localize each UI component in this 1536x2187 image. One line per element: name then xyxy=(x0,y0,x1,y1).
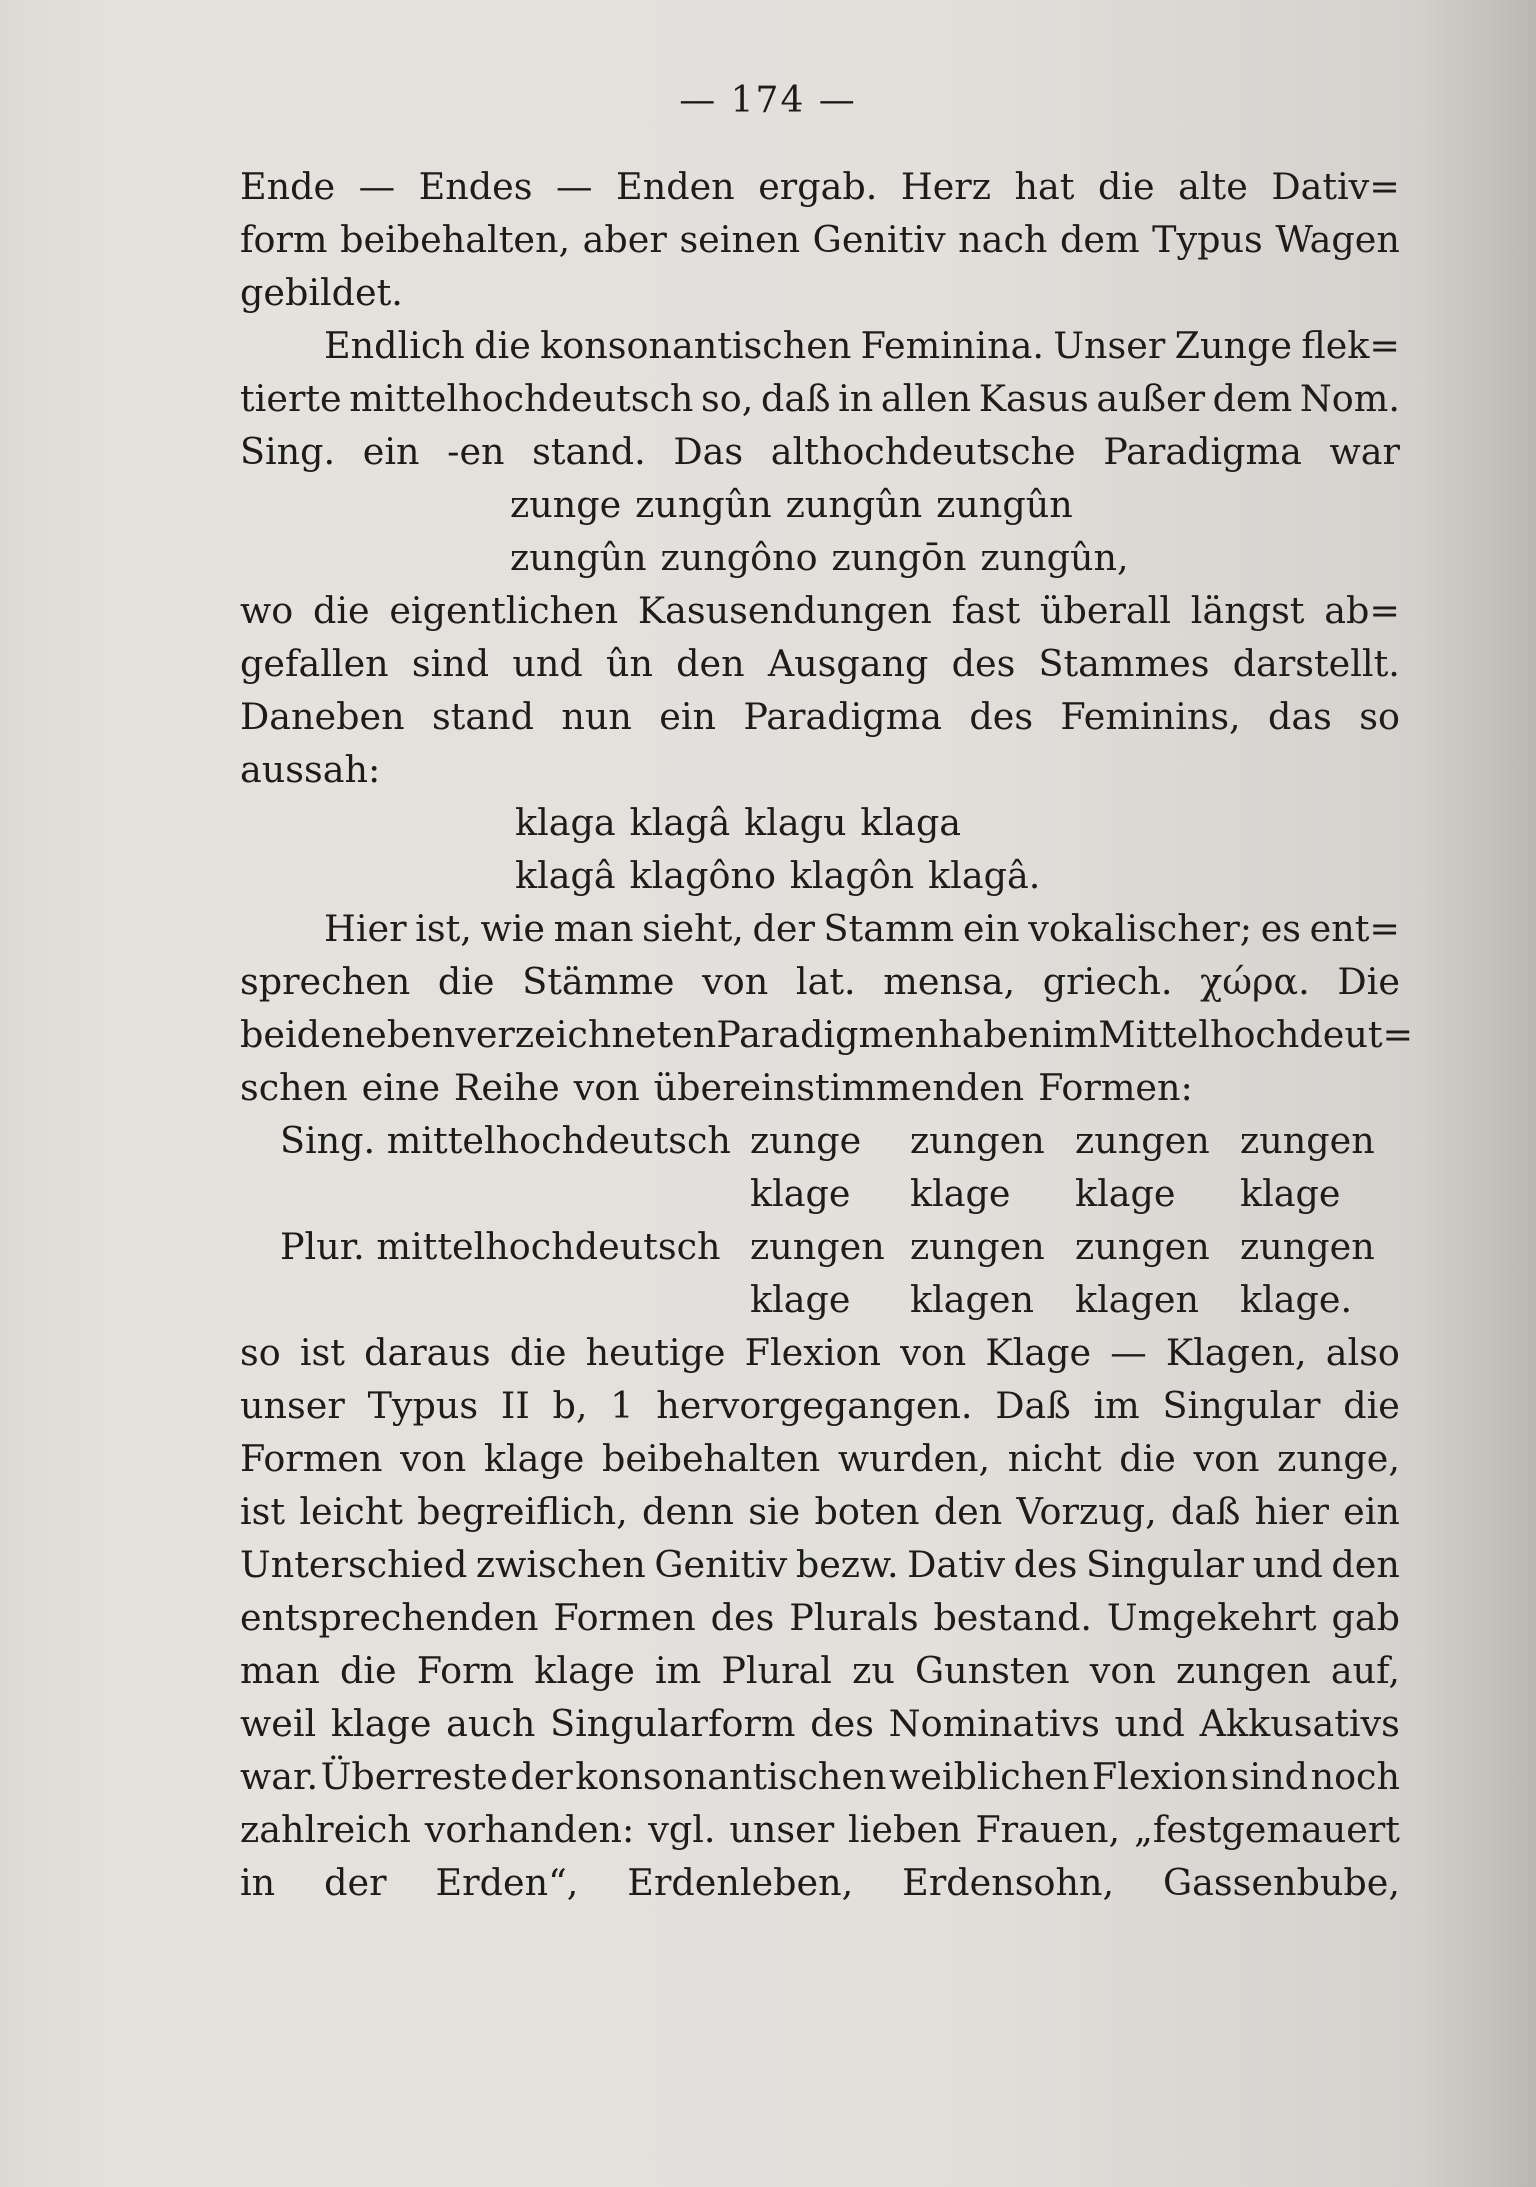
word: -en xyxy=(447,430,505,473)
word: Unser xyxy=(1053,324,1166,367)
word: in xyxy=(240,1861,276,1904)
word: im xyxy=(654,1649,702,1692)
word: Zunge xyxy=(1174,324,1293,367)
word: ein xyxy=(962,907,1020,950)
word: dem xyxy=(1059,218,1140,261)
word: das xyxy=(1268,695,1332,738)
word: Feminina. xyxy=(860,324,1044,367)
page-number: — 174 — xyxy=(679,80,857,121)
word: so xyxy=(240,1331,281,1374)
word: längst xyxy=(1190,589,1305,632)
text-line xyxy=(240,902,1400,955)
word: klaga xyxy=(860,801,962,844)
word: daraus xyxy=(364,1331,491,1374)
word: mittelhochdeutsch xyxy=(349,377,694,420)
word: Erden“, xyxy=(435,1861,579,1904)
word: die xyxy=(340,1649,397,1692)
word: Typus xyxy=(1152,218,1263,261)
word: gab xyxy=(1331,1596,1400,1639)
word: man xyxy=(553,907,634,950)
table-row-sing xyxy=(240,1114,1400,1167)
word: des xyxy=(1013,1543,1078,1586)
word: daß xyxy=(760,377,831,420)
word: überall xyxy=(1040,589,1172,632)
word: Gassenbube, xyxy=(1163,1861,1400,1904)
word: im xyxy=(1051,1013,1099,1056)
word: Klagen, xyxy=(1165,1331,1307,1374)
text-line xyxy=(240,743,1400,796)
word: die xyxy=(1343,1384,1400,1427)
paradigm-line xyxy=(240,849,1400,902)
word: daß xyxy=(1170,1490,1241,1533)
word: ein xyxy=(1343,1490,1400,1533)
word: zu xyxy=(852,1649,895,1692)
word: noch xyxy=(1310,1755,1400,1798)
word: griech. xyxy=(1042,960,1173,1003)
word: Stamm xyxy=(823,907,955,950)
word: Kasusendungen xyxy=(637,589,932,632)
word: die xyxy=(312,589,370,632)
word: 1 xyxy=(610,1384,634,1427)
word: mensa, xyxy=(883,960,1016,1003)
word: hier xyxy=(1254,1490,1329,1533)
word: Die xyxy=(1337,960,1400,1003)
word: auch xyxy=(446,1702,536,1745)
word: Klage xyxy=(985,1331,1092,1374)
word: zungûn xyxy=(635,483,772,526)
table-row-plur-2 xyxy=(240,1273,1400,1326)
plur-label: Plur. mittelhochdeutsch xyxy=(280,1225,721,1268)
word: beibehalten, xyxy=(340,218,571,261)
word: zunge, xyxy=(1277,1437,1400,1480)
word: die xyxy=(437,960,495,1003)
word: Hier xyxy=(324,907,407,950)
text-line xyxy=(240,1485,1400,1538)
word: Umgekehrt xyxy=(1106,1596,1317,1639)
word: die xyxy=(474,324,531,367)
word: klage xyxy=(534,1649,635,1692)
text-line xyxy=(240,690,1400,743)
word: der xyxy=(752,907,815,950)
word: Genitiv xyxy=(812,218,946,261)
word: Genitiv xyxy=(654,1543,788,1586)
word: Vorzug, xyxy=(1016,1490,1157,1533)
text-line xyxy=(240,1856,1400,1909)
word: von xyxy=(900,1331,967,1374)
word: ist, xyxy=(415,907,472,950)
word: Daß xyxy=(995,1384,1071,1427)
word: Dativ= xyxy=(1271,165,1400,208)
word: bezw. xyxy=(795,1543,899,1586)
body-text xyxy=(240,160,1414,1909)
word: — xyxy=(1110,1331,1147,1374)
table-row-sing-2 xyxy=(240,1167,1400,1220)
word: nach xyxy=(958,218,1048,261)
word: klagu xyxy=(744,801,847,844)
word: von xyxy=(400,1437,467,1480)
word: konsonantischen xyxy=(575,1755,887,1798)
word: im xyxy=(1093,1384,1140,1427)
text-line xyxy=(240,637,1400,690)
text-line xyxy=(240,1432,1400,1485)
word: sprechen xyxy=(240,960,411,1003)
word: Stämme xyxy=(522,960,675,1003)
word: haben xyxy=(938,1013,1052,1056)
table-cell: zunge xyxy=(750,1119,862,1162)
text-line xyxy=(240,1538,1400,1591)
word: war xyxy=(1329,430,1400,473)
word: sind xyxy=(1230,1755,1309,1798)
word: vorhanden: xyxy=(424,1808,635,1851)
word: Feminins, xyxy=(1060,695,1241,738)
word: „festgemauert xyxy=(1133,1808,1400,1851)
word: war. xyxy=(240,1755,319,1798)
word: fast xyxy=(951,589,1021,632)
word: die xyxy=(1097,165,1155,208)
word: sieht, xyxy=(642,907,744,950)
text-line xyxy=(240,1591,1400,1644)
sing-label: Sing. mittelhochdeutsch xyxy=(280,1119,731,1162)
word: Formen xyxy=(240,1437,383,1480)
word: stand. xyxy=(532,430,646,473)
word: man xyxy=(240,1649,320,1692)
word: in xyxy=(838,377,874,420)
table-cell: zungen xyxy=(1075,1119,1210,1162)
text-line xyxy=(240,1326,1400,1379)
word: vokalischer; xyxy=(1028,907,1253,950)
word: klagâ xyxy=(629,801,731,844)
word: also xyxy=(1325,1331,1400,1374)
word: althochdeutsche xyxy=(770,430,1076,473)
word: ein xyxy=(362,430,420,473)
word: Ausgang xyxy=(767,642,929,685)
word: zungôno xyxy=(660,536,818,579)
text-line xyxy=(240,1644,1400,1697)
word: — xyxy=(556,165,593,208)
text-line xyxy=(240,160,1400,213)
word: beibehalten xyxy=(601,1437,821,1480)
word: die xyxy=(509,1331,567,1374)
text-line xyxy=(240,1008,1414,1061)
word: Das xyxy=(673,430,744,473)
word: klage xyxy=(330,1702,432,1745)
word: Enden xyxy=(616,165,735,208)
word: der xyxy=(324,1861,387,1904)
table-cell: klagen xyxy=(910,1278,1035,1321)
word: verzeichneten xyxy=(455,1013,717,1056)
word: ist xyxy=(240,1490,286,1533)
word: Formen: xyxy=(1038,1066,1193,1109)
word: Nom. xyxy=(1299,377,1400,420)
word: den xyxy=(933,1490,1003,1533)
word: nun xyxy=(561,695,632,738)
word: Erdensohn, xyxy=(902,1861,1115,1904)
word: Singular xyxy=(1162,1384,1321,1427)
word: klage xyxy=(483,1437,585,1480)
word: übereinstimmenden xyxy=(653,1066,1025,1109)
word: form xyxy=(240,218,328,261)
word: seinen xyxy=(679,218,801,261)
text-line xyxy=(240,1697,1400,1750)
word: unser xyxy=(729,1808,835,1851)
word: so xyxy=(1359,695,1400,738)
word: dem xyxy=(1212,377,1293,420)
word: Formen xyxy=(553,1596,696,1639)
word: lieben xyxy=(848,1808,962,1851)
word: bestand. xyxy=(933,1596,1093,1639)
word: wie xyxy=(480,907,545,950)
table-cell: zungen xyxy=(1240,1225,1375,1268)
word: vgl. xyxy=(648,1808,716,1851)
word: hat xyxy=(1014,165,1075,208)
table-cell: klage. xyxy=(1240,1278,1353,1321)
word: Mittelhochdeut= xyxy=(1098,1013,1414,1056)
word: zwischen xyxy=(475,1543,646,1586)
word: des xyxy=(810,1702,874,1745)
word: Erdenleben, xyxy=(627,1861,854,1904)
word: aber xyxy=(582,218,667,261)
word: zunge xyxy=(510,483,622,526)
word: sie xyxy=(748,1490,801,1533)
word: gefallen xyxy=(240,642,389,685)
word: II xyxy=(500,1384,530,1427)
word: — xyxy=(358,165,396,208)
word: ergab. xyxy=(758,165,878,208)
word: gebildet. xyxy=(240,271,403,314)
word: klagôn xyxy=(789,854,915,897)
word: zungûn xyxy=(510,536,647,579)
word: Frauen, xyxy=(975,1808,1121,1851)
word: zungōn xyxy=(831,536,967,579)
word: boten xyxy=(814,1490,920,1533)
word: allen xyxy=(880,377,972,420)
word: χώρα. xyxy=(1200,960,1310,1003)
word: Plural xyxy=(721,1649,832,1692)
word: des xyxy=(969,695,1034,738)
table-cell: klage xyxy=(750,1172,851,1215)
word: von xyxy=(702,960,769,1003)
word: es xyxy=(1260,907,1302,950)
word: hervorgegangen. xyxy=(656,1384,973,1427)
table-cell: zungen xyxy=(910,1119,1045,1162)
table-cell: zungen xyxy=(910,1225,1045,1268)
word: und xyxy=(1114,1702,1185,1745)
word: ein xyxy=(659,695,717,738)
text-line xyxy=(240,1803,1400,1856)
word: wurden, xyxy=(837,1437,991,1480)
table-cell: klage xyxy=(910,1172,1011,1215)
text-line xyxy=(240,1750,1400,1803)
word: den xyxy=(676,642,745,685)
word: Typus xyxy=(367,1384,479,1427)
table-cell: klagen xyxy=(1075,1278,1200,1321)
word: heutige xyxy=(585,1331,726,1374)
word: Endes xyxy=(418,165,533,208)
word: Plurals xyxy=(789,1596,919,1639)
word: eigentlichen xyxy=(389,589,619,632)
word: und xyxy=(1252,1543,1323,1586)
word: tierte xyxy=(240,377,342,420)
word: Herz xyxy=(900,165,991,208)
word: Endlich xyxy=(324,324,465,367)
word: Stammes xyxy=(1038,642,1210,685)
word: Paradigma xyxy=(1103,430,1302,473)
word: begreiflich, xyxy=(417,1490,628,1533)
paradigm-line xyxy=(240,478,1400,531)
word: darstellt. xyxy=(1232,642,1400,685)
word: zungûn xyxy=(936,483,1073,526)
text-line xyxy=(240,955,1400,1008)
word: des xyxy=(951,642,1016,685)
word: Dativ xyxy=(907,1543,1006,1586)
word: klaga xyxy=(515,801,616,844)
word: der xyxy=(510,1755,573,1798)
word: ab= xyxy=(1324,589,1400,632)
word: schen xyxy=(240,1066,348,1109)
text-line xyxy=(240,425,1400,478)
word: eben xyxy=(365,1013,456,1056)
word: und xyxy=(512,642,583,685)
word: Akkusativs xyxy=(1199,1702,1400,1745)
word: stand xyxy=(431,695,534,738)
word: wo xyxy=(240,589,294,632)
table-cell: zungen xyxy=(1240,1119,1375,1162)
word: sind xyxy=(411,642,490,685)
word: Daneben xyxy=(240,695,405,738)
word: Paradigma xyxy=(743,695,943,738)
word: klagôno xyxy=(629,854,776,897)
word: Gunsten xyxy=(914,1649,1070,1692)
word: eine xyxy=(361,1066,441,1109)
text-line xyxy=(240,372,1400,425)
word: nicht xyxy=(1007,1437,1102,1480)
paradigm-line xyxy=(240,531,1400,584)
table-row-plur xyxy=(240,1220,1400,1273)
text-line xyxy=(240,213,1400,266)
word: des xyxy=(710,1596,775,1639)
table-cell: zungen xyxy=(750,1225,885,1268)
word: Wagen xyxy=(1275,218,1400,261)
text-line xyxy=(240,584,1400,637)
word: Reihe xyxy=(453,1066,560,1109)
word: alte xyxy=(1178,165,1248,208)
word: ûn xyxy=(605,642,653,685)
word: Unterschied xyxy=(240,1543,468,1586)
word: entsprechenden xyxy=(240,1596,539,1639)
word: weiblichen xyxy=(889,1755,1090,1798)
word: Sing. xyxy=(240,430,336,473)
word: lat. xyxy=(795,960,856,1003)
word: ent= xyxy=(1309,907,1400,950)
word: zungen xyxy=(1176,1649,1311,1692)
word: von xyxy=(1089,1649,1156,1692)
word: zungûn xyxy=(785,483,923,526)
table-cell: klage xyxy=(1075,1172,1176,1215)
word: von xyxy=(1193,1437,1260,1480)
paradigm-line xyxy=(240,796,1400,849)
word: Flexion xyxy=(1091,1755,1229,1798)
word: Überreste xyxy=(320,1755,508,1798)
word: unser xyxy=(240,1384,345,1427)
word: auf, xyxy=(1330,1649,1400,1692)
word: denn xyxy=(641,1490,734,1533)
text-line xyxy=(240,1379,1400,1432)
word: den xyxy=(1331,1543,1400,1586)
word: die xyxy=(1119,1437,1176,1480)
word: klagâ xyxy=(515,854,616,897)
word: Flexion xyxy=(744,1331,881,1374)
word: flek= xyxy=(1301,324,1400,367)
word: beiden xyxy=(240,1013,366,1056)
word: b, xyxy=(552,1384,588,1427)
word: von xyxy=(573,1066,640,1109)
word: Ende xyxy=(240,165,336,208)
word: Form xyxy=(416,1649,515,1692)
word: Singularform xyxy=(550,1702,796,1745)
word: außer xyxy=(1096,377,1206,420)
word: Paradigmen xyxy=(716,1013,939,1056)
word: Nominativs xyxy=(888,1702,1100,1745)
word: leicht xyxy=(299,1490,403,1533)
word: aussah: xyxy=(240,748,381,791)
word: klagâ. xyxy=(928,854,1041,897)
table-cell: zungen xyxy=(1075,1225,1210,1268)
word: zungûn, xyxy=(980,536,1129,579)
table-cell: klage xyxy=(750,1278,851,1321)
word: ist xyxy=(299,1331,345,1374)
text-line xyxy=(240,1061,1400,1114)
word: Kasus xyxy=(978,377,1089,420)
word: zahlreich xyxy=(240,1808,411,1851)
text-line xyxy=(240,319,1400,372)
word: konsonantischen xyxy=(540,324,852,367)
text-line xyxy=(240,266,1400,319)
word: weil xyxy=(240,1702,317,1745)
word: so, xyxy=(701,377,754,420)
word: Singular xyxy=(1085,1543,1244,1586)
table-cell: klage xyxy=(1240,1172,1341,1215)
